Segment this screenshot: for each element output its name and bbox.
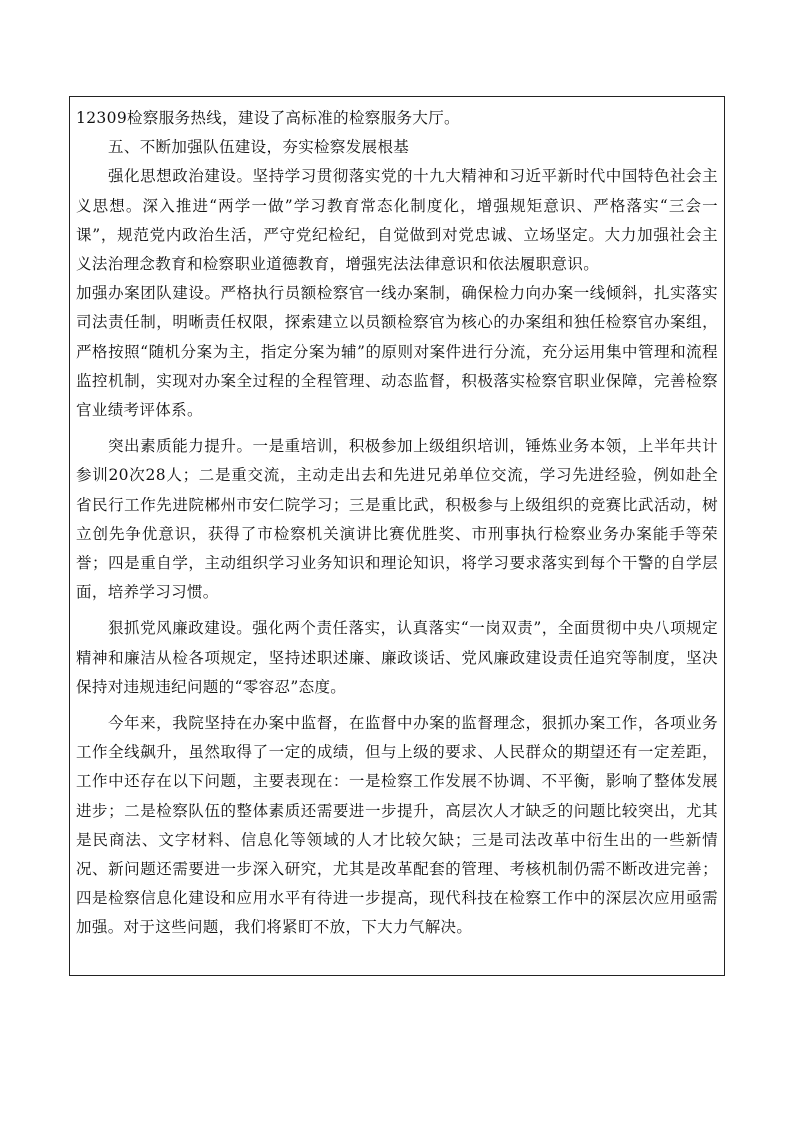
paragraph-quality-improvement: 突出素质能力提升。一是重培训，积极参加上级组织培训，锤炼业务本领，上半年共计参训20次28人；二是重交流，主动走出去和先进兄弟单位交流，学习先进经验，例如赴全省民行工作先进院郴州市安仁院学习；三是重比武，积极参与上级组织的竞赛比武活动，树立创先争优意识，获得了市检察机关演讲比赛优胜奖、市刑事执行检察业务办案能手等荣誉；四是重自学，主动组织学习业务知识和理论知识，将学习要求落实到每个干警的自学层面，培养学习习惯。 [76, 437, 718, 602]
paragraph-problems-summary: 今年来，我院坚持在办案中监督，在监督中办案的监督理念，狠抓办案工作，各项业务工作全线飙升，虽然取得了一定的成绩，但与上级的要求、人民群众的期望还有一定差距，工作中还存在以下问题，主要表现在：一是检察工作发展不协调、不平衡，影响了整体发展进步；二是检察队伍的整体素质还需要进一步提升，高层次人才缺乏的问题比较突出，尤其是民商法、文字材料、信息化等领域的人才比较欠缺；三是司法改革中衍生出的一些新情况、新问题还需要进一步深入研究，尤其是改革配套的管理、考核机制仍需不断改进完善；四是检察信息化建设和应用水平有待进一步提高，现代科技在检察工作中的深层次应用亟需加强。对于这些问题，我们将紧盯不放，下大力气解决。 [76, 714, 718, 937]
section-heading: 五、不断加强队伍建设，夯实检察发展根基 [108, 138, 410, 157]
paragraph-anti-corruption: 狠抓党风廉政建设。强化两个责任落实，认真落实“一岗双责”，全面贯彻中央八项规定精神和廉洁从检各项规定，坚持述职述廉、廉政谈话、党风廉政建设责任追究等制度，坚决保持对违规违纪问题的“零容忍”态度。 [76, 619, 718, 696]
document-table [69, 96, 725, 976]
paragraph-political-construction: 强化思想政治建设。坚持学习贯彻落实党的十九大精神和习近平新时代中国特色社会主义思想。深入推进“两学一做”学习教育常态化制度化，增强规矩意识、严格落实“三会一课”，规范党内政治生活，严守党纪检纪，自觉做到对党忠诚、立场坚定。大力加强社会主义法治理念教育和检察职业道德教育，增强宪法法律意识和依法履职意识。 [76, 167, 718, 274]
paragraph-service-hotline: 12309检察服务热线，建设了高标准的检察服务大厅。 [76, 109, 460, 127]
document-body [76, 104, 718, 943]
paragraph-team-construction: 加强办案团队建设。严格执行员额检察官一线办案制，确保检力向办案一线倾斜，扎实落实司法责任制，明晰责任权限，探索建立以员额检察官为核心的办案组和独任检察官办案组，严格按照“随机分案为主，指定分案为辅”的原则对案件进行分流，充分运用集中管理和流程监控机制，实现对办案全过程的全程管理、动态监督，积极落实检察官职业保障，完善检察官业绩考评体系。 [76, 284, 718, 420]
